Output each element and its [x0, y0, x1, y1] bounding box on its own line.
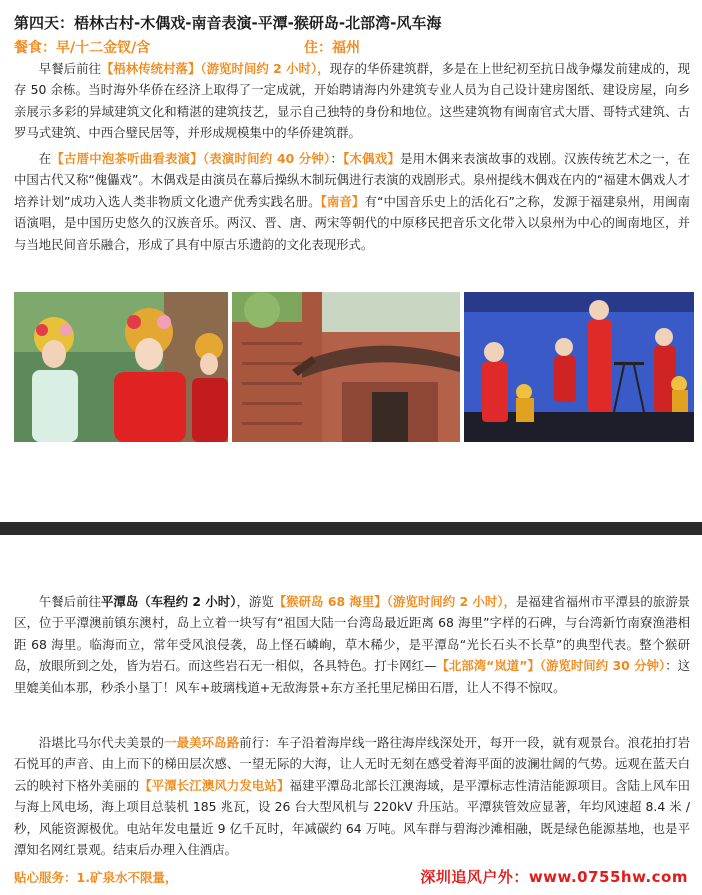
- photo-performers: [14, 292, 228, 442]
- photo-puppet-stage: [464, 292, 694, 442]
- para3-bold-1: 平潭岛（车程约 2 小时）: [100, 594, 237, 609]
- service-note: 贴心服务：1.矿泉水不限量，: [14, 870, 178, 885]
- para1-text-1: 早餐后前往: [38, 61, 101, 76]
- para3-text-2: ，游览: [236, 594, 274, 609]
- para1-highlight-1: 【梧林传统村落】（游览时间约 2 小时），: [100, 61, 330, 76]
- para4-highlight-2: 【平潭长江澳风力发电站】: [139, 777, 290, 793]
- para2-text-3: 是用木偶来表演故事的戏剧。汉族传统艺术之一，在中国古代又称“傀儡戏”。木偶戏是由演员在幕后操纵木制玩偶进行表演的戏剧形式。泉州提线木偶戏在内的“福建木偶戏人才培养计划”成功入选人类非物质文化遗产优秀实践名册。: [14, 151, 690, 209]
- photo-ancient-house: [232, 292, 460, 442]
- para2-highlight-3: 【南音】: [320, 193, 365, 209]
- para2-text-4: 有“中国音乐史上的活化石”之称，发源于福建泉州，用闽南语演唱，是中国历史悠久的汉族音乐。两汉、晋、唐、两宋等朝代的中原移民把音乐文化带入以泉州为中心的闽南地区，并与当地民间音乐融合，形成了具有中原古乐遗韵的文化表现形式。: [14, 193, 690, 252]
- para4-highlight-1: 一最美环岛路: [164, 735, 240, 750]
- stay-info: 住：福州: [304, 40, 360, 56]
- para3-text-3: 是福建省福州市平潭县的旅游景区，位于平潭澳前镇东澳村，岛上立着一块写有“祖国大陆一台湾岛最近距离 68 海里”字样的石碑，与台湾新竹南寮渔港相距 68 海里。临海而立，常年受风浪侵袭，岛上怪石嶙峋，草木稀少，是平潭岛“光长石头不长草”的典型代表。整个猴研岛，放眼所到之处，皆为岩石。而这些岩石无一相似，各具特色。打卡网红—: [14, 594, 691, 674]
- section-divider: [0, 522, 702, 535]
- day-title: 第四天：梧林古村-木偶戏-南音表演-平潭-猴研岛-北部湾-风车海: [14, 14, 442, 32]
- para3-text-4: ：这里媲美仙本那，秒杀小垦丁！风车+玻璃栈道+无敌海景+东方圣托里尼梯田石厝，让人不得不惊叹。: [14, 658, 691, 695]
- meals-info: 餐食：早/十二金钗/含: [14, 40, 151, 56]
- site-watermark: 深圳追风户外：www.0755hw.com: [420, 868, 688, 886]
- para4-text-2: 前行：车子沿着海岸线一路往海岸线深处开，每开一段，就有观景台。浪花拍打岩石悦耳的声音、由上而下的梯田层次感、一望无际的大海，让人无时无刻在感受着海平面的波澜壮阔的气势。远观在蓝天白云的映衬下格外美丽的: [14, 735, 691, 793]
- para2-text-2: ：: [330, 151, 344, 166]
- paragraph-coastal-road: [14, 732, 690, 860]
- para2-text-1: 在: [38, 151, 52, 166]
- paragraph-wulin-village: [14, 58, 690, 144]
- para4-text-1: 沿堪比马尔代夫美景的: [38, 735, 165, 750]
- para3-text-1: 午餐后前往: [38, 594, 101, 609]
- para2-highlight-1: 【古厝中泡茶听曲看表演】（表演时间约 40 分钟）: [51, 151, 331, 166]
- para3-highlight-2: 【北部湾“岚道”】（游览时间约 30 分钟）: [436, 658, 666, 674]
- paragraph-pingtan-island: [14, 591, 690, 698]
- meals-stay-line: [14, 37, 694, 57]
- para4-text-3: 福建平潭岛北部长江澳海域，是平潭标志性清洁能源项目。含陆上风车田与海上风电场，海上项目总装机 185 兆瓦，设 26 台大型风机与 220kV 升压站。平潭狭管效应显著，年均风速超 8.4 米 / 秒，风能资源极优。电站年发电量近 9 亿千瓦时，年减碳约 64 万吨。风车群与碧海沙滩相融，既是绿色能源基地，也是平潭知名网红景观。结束后办理入住酒店。: [14, 777, 691, 858]
- para1-text-2: 现存的华侨建筑群，多是在上世纪初至抗日战争爆发前建成的，现存 50 余栋。当时海外华侨在经济上取得了一定成就，开始聘请海内外建筑专业人员为自己设计建房图纸、建设房屋，向乡亲展示多彩的异域建筑文化和精湛的建筑技艺，显示自己独特的身份和地位。这些建筑物有闽南官式大厝、哥特式建筑、古罗马式建筑、中西合璧民居等，并形成规模集中的华侨建筑群。: [14, 61, 691, 141]
- paragraph-puppet-show: [14, 148, 690, 255]
- para3-highlight-1: 【猴研岛 68 海里】（游览时间约 2 小时），: [273, 594, 516, 609]
- para2-highlight-2: 【木偶戏】: [343, 151, 400, 166]
